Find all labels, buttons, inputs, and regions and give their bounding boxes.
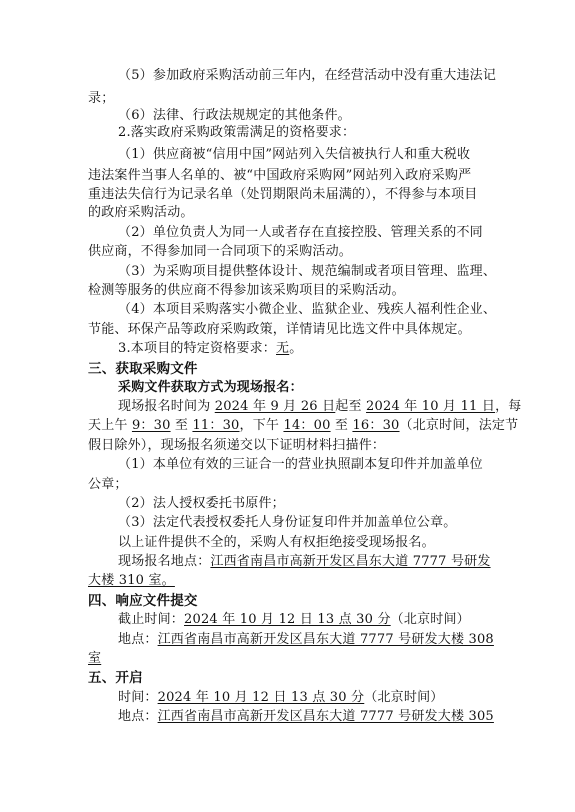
text-line <box>118 612 470 628</box>
text-line <box>88 418 518 434</box>
text-run: ，每 <box>495 399 522 414</box>
text-run-underlined: 2024 年 9 月 26 日 <box>214 399 336 414</box>
text-line <box>118 125 355 141</box>
text-run: （6）法律、行政法规规定的其他条件。 <box>118 108 351 123</box>
text-line <box>118 264 496 280</box>
text-line <box>118 68 496 84</box>
text-run: 供应商，不得参加同一合同项下的采购活动。 <box>88 244 353 259</box>
text-run-underlined: 14：00 <box>283 418 331 433</box>
text-run-underlined: 2024 年 10 月 12 日 13 点 30 分 <box>184 612 391 627</box>
text-run: 采购文件获取方式为现场报名： <box>118 380 303 395</box>
text-run: 现场报名时间为 <box>118 399 215 414</box>
text-line <box>118 496 285 512</box>
text-line <box>118 709 494 725</box>
text-line <box>88 187 478 203</box>
text-run: （5）参加政府采购活动前三年内，在经营活动中没有重大违法记 <box>118 68 497 83</box>
text-run: （1）本单位有效的三证合一的营业执照副本复印件并加盖单位 <box>118 457 483 472</box>
text-line <box>88 205 194 221</box>
text-line <box>118 302 496 318</box>
text-run: 。 <box>289 341 303 356</box>
text-line <box>88 438 385 454</box>
text-line <box>88 244 352 260</box>
text-line <box>88 477 128 493</box>
text-run: 三、获取采购文件 <box>88 361 198 377</box>
text-run-underlined: 9：30 <box>131 418 171 433</box>
text-run-underlined: 室 <box>88 651 102 666</box>
text-line <box>118 535 435 551</box>
text-run: 以上证件提供不全的，采购人有权拒绝接受现场报名。 <box>118 535 435 550</box>
text-line <box>118 690 443 706</box>
text-run: （3）为采购项目提供整体设计、规范编制或者项目管理、监理、 <box>118 264 497 279</box>
text-run: （4）本项目采购落实小微企业、监狱企业、残疾人福利性企业、 <box>118 302 497 317</box>
text-line <box>118 515 456 531</box>
text-line <box>118 457 483 473</box>
text-run: 五、开启 <box>88 670 143 686</box>
section-heading <box>88 593 198 609</box>
text-run: 截止时间： <box>118 612 185 627</box>
text-run: （3）法定代表授权委托人身份证复印件并加盖单位公章。 <box>118 515 457 530</box>
text-line <box>118 399 521 415</box>
text-run: 现场报名地点： <box>118 554 211 569</box>
text-run: 假日除外），现场报名须递交以下证明材料扫描件： <box>88 438 386 453</box>
text-run: 起至 <box>335 399 367 414</box>
text-run-underlined: 11：30 <box>192 418 240 433</box>
text-run: 地点： <box>118 632 158 647</box>
text-run: 的政府采购活动。 <box>88 205 194 220</box>
text-run: 四、响应文件提交 <box>88 593 198 609</box>
text-line <box>88 91 114 107</box>
text-run-underlined: 2024 年 10 月 11 日 <box>366 399 496 414</box>
text-line <box>88 322 471 338</box>
text-line <box>118 225 483 241</box>
text-run: 重违法失信行为记录名单（处罚期限尚未届满的），不得参与本项目 <box>88 187 478 202</box>
text-line <box>118 108 351 124</box>
text-line <box>88 168 471 184</box>
text-run-underlined: 16：30 <box>352 418 400 433</box>
text-run: 节能、环保产品等政府采购政策，详情请见比选文件中具体规定。 <box>88 322 471 337</box>
text-run: 地点： <box>118 709 158 724</box>
text-run-underlined: 江西省南昌市高新开发区昌东大道 7777 号研发大楼 305 <box>157 709 494 724</box>
text-run-underlined: 无 <box>276 341 290 356</box>
text-line <box>88 573 175 589</box>
text-line <box>118 341 302 357</box>
text-run: 至 <box>170 418 193 433</box>
text-line <box>88 283 405 299</box>
text-run: （2）法人授权委托书原件； <box>118 496 285 511</box>
section-heading <box>88 670 143 686</box>
text-run: （北京时间） <box>390 612 470 627</box>
text-run-underlined: 江西省南昌市高新开发区昌东大道 7777 号研发大楼 308 <box>157 632 494 647</box>
text-run-underlined: 大楼 310 室。 <box>88 573 175 588</box>
text-line <box>118 147 470 163</box>
text-line <box>88 651 101 667</box>
text-run: 2.落实政府采购政策需满足的资格要求： <box>118 125 356 140</box>
text-line <box>118 632 494 648</box>
text-run: 天上午 <box>88 418 132 433</box>
text-run: （北京时间，法定节 <box>399 418 519 433</box>
subheading <box>118 380 303 396</box>
text-run: 至 <box>330 418 353 433</box>
text-line <box>118 554 491 570</box>
text-run: （北京时间） <box>364 690 444 705</box>
text-run: 违法案件当事人名单的、被“中国政府采购网”网站列入政府采购严 <box>88 168 472 183</box>
text-run-underlined: 江西省南昌市高新开发区昌东大道 7777 号研发 <box>210 554 491 569</box>
text-run: 时间： <box>118 690 158 705</box>
text-run: （1）供应商被“信用中国”网站列入失信被执行人和重大税收 <box>118 147 471 162</box>
text-run-underlined: 2024 年 10 月 12 日 13 点 30 分 <box>157 690 365 705</box>
text-run: 公章； <box>88 477 128 492</box>
section-heading <box>88 361 198 377</box>
text-run: ，下午 <box>239 418 284 433</box>
text-run: 录； <box>88 91 115 106</box>
text-run: 检测等服务的供应商不得参加该采购项目的采购活动。 <box>88 283 405 298</box>
text-run: 3.本项目的特定资格要求： <box>118 341 277 356</box>
text-run: （2）单位负责人为同一人或者存在直接控股、管理关系的不同 <box>118 225 483 240</box>
